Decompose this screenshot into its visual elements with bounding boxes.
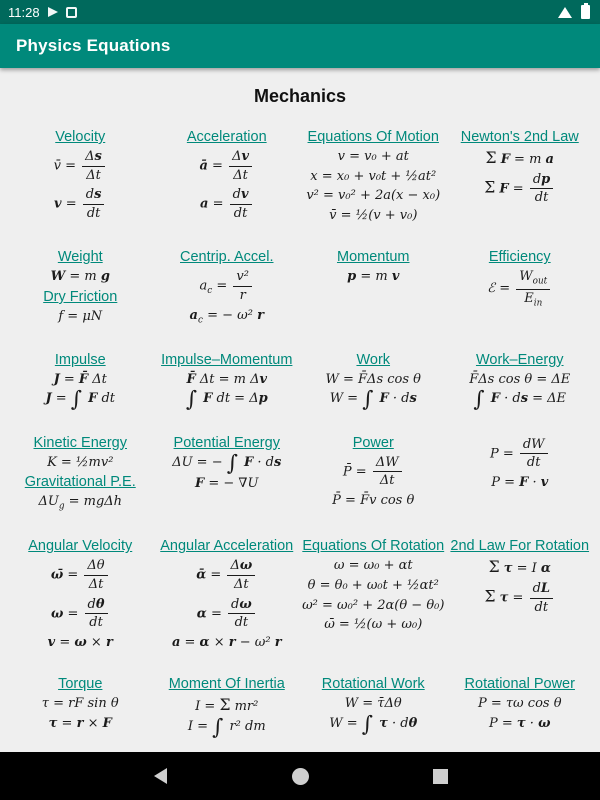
group-title[interactable]: Impulse–Momentum: [161, 351, 293, 368]
group-title[interactable]: Weight: [57, 249, 103, 266]
equation: τ = r × F: [48, 715, 112, 731]
group-title[interactable]: Newton's 2nd Law: [460, 129, 579, 145]
equation: F̄Δs cos θ = ΔE: [469, 371, 571, 387]
equation: ω̄ = ½(ω + ω₀): [324, 617, 423, 633]
equation: v̄ = $\frac{\Delta s}{\Delta t}$: [8, 149, 153, 183]
home-icon: [292, 768, 309, 785]
equation: P̄ = F̄v cos θ: [332, 492, 415, 508]
equation-cell: [155, 127, 300, 227]
equation: P = F · v: [491, 474, 549, 490]
wifi-icon: [558, 7, 572, 18]
equation-cell: [155, 247, 300, 329]
equation: $a_c$ = − ω² r: [189, 307, 264, 326]
app-bar: [0, 24, 600, 68]
home-button[interactable]: [280, 756, 320, 796]
equation: ω = $\frac{d\theta}{dt}$: [8, 597, 153, 631]
equation: ω̄ = $\frac{\Delta\theta}{\Delta t}$: [8, 558, 153, 592]
equation-cell: [155, 433, 300, 517]
recents-icon: [433, 769, 448, 784]
equation-cell: [301, 674, 446, 740]
equation: F = − ∇U: [195, 475, 259, 491]
section-heading: Mechanics: [253, 86, 347, 106]
equation-cell: [8, 350, 153, 413]
equation: v² = v₀² + 2a(x − x₀): [306, 188, 441, 204]
equation: W = ∫ τ · dθ: [329, 711, 418, 737]
equation: F̄ Δt = m Δv: [186, 371, 268, 387]
equation: a = $\frac{dv}{dt}$: [155, 187, 300, 221]
equation: α = $\frac{d\omega}{dt}$: [155, 597, 300, 631]
equation: P = τω cos θ: [477, 696, 562, 712]
group-title[interactable]: Rotational Work: [321, 676, 425, 693]
equation: v = ω × r: [47, 634, 113, 650]
equation-cell: [8, 127, 153, 227]
group-title[interactable]: Torque: [58, 676, 103, 693]
equation: x = x₀ + v₀t + ½at²: [310, 168, 437, 184]
group-title[interactable]: Moment Of Inertia: [168, 676, 285, 693]
group-title[interactable]: Angular Velocity: [28, 538, 133, 555]
equation: K = ½mv²: [47, 454, 114, 470]
equation: $\Delta U_g = mg\Delta h$: [38, 494, 123, 512]
notification-icon-2: [66, 7, 77, 18]
equation-cell: [301, 127, 446, 227]
equation: ᾱ = $\frac{\Delta\omega}{\Delta t}$: [155, 558, 300, 592]
equation: v = v₀ + at: [337, 149, 409, 164]
back-icon: [154, 768, 167, 784]
group-title[interactable]: Efficiency: [488, 249, 551, 266]
group-title[interactable]: Rotational Power: [464, 676, 575, 693]
equation-cell: [155, 674, 300, 740]
status-left: [8, 5, 77, 20]
equation-cell: [448, 536, 593, 654]
equation-cell: [448, 127, 593, 227]
status-bar: [0, 0, 600, 24]
group-title[interactable]: Equations Of Motion: [307, 129, 439, 145]
equation: $a_c$ = $\frac{\text{v²}}{r}$: [155, 269, 300, 303]
equation: ā = $\frac{\Delta v}{\Delta t}$: [155, 149, 300, 183]
notification-icon-1: [48, 7, 58, 17]
equation: J = F̄ Δt: [53, 371, 107, 387]
equation: W = ∫ F · ds: [329, 387, 417, 413]
equation-cell: [155, 350, 300, 413]
equation: Σ τ = $\frac{dL}{dt}$: [448, 581, 593, 615]
group-title[interactable]: Work–Energy: [475, 351, 564, 368]
group-title[interactable]: Kinetic Energy: [33, 434, 127, 451]
equation-cell: [8, 674, 153, 740]
equation: f = μN: [58, 308, 103, 324]
equation-cell: [301, 536, 446, 654]
equation: Σ F = m a: [485, 149, 554, 167]
equation: W = m g: [50, 269, 110, 285]
equation: τ = rF sin θ: [41, 696, 119, 712]
equation: a = α × r − ω² r: [171, 634, 282, 650]
equation: ∫ F dt = Δp: [185, 387, 268, 413]
equation-cell: [8, 536, 153, 654]
battery-icon: [581, 5, 590, 19]
app-title: Physics Equations: [16, 36, 171, 55]
equation-cell: [301, 350, 446, 413]
group-title[interactable]: Momentum: [336, 249, 410, 266]
equation: P̄ = $\frac{\Delta W}{\Delta t}$: [301, 455, 446, 489]
group-title[interactable]: Velocity: [55, 129, 106, 145]
equation-cell: [448, 674, 593, 740]
group-title[interactable]: Dry Friction: [43, 288, 118, 305]
equation-cell: [301, 247, 446, 329]
equation: P = $\frac{dW}{dt}$: [448, 437, 593, 471]
equation-cell: [448, 247, 593, 329]
group-title[interactable]: Impulse: [54, 351, 106, 368]
group-title[interactable]: Power: [352, 434, 394, 451]
equation-cell: [448, 350, 593, 413]
group-title[interactable]: Angular Acceleration: [160, 538, 294, 555]
equation: I = Σ mr²: [195, 696, 259, 715]
equation: ΔU = − ∫ F · ds: [172, 450, 282, 476]
back-button[interactable]: [140, 756, 180, 796]
equation: J = ∫ F dt: [45, 387, 116, 413]
equation: ∫ F · ds = ΔE: [473, 387, 567, 413]
equation-cell: [448, 433, 593, 517]
equation: v̄ = ½(v + v₀): [329, 207, 418, 223]
group-title[interactable]: Equations Of Rotation: [302, 538, 445, 555]
content-area[interactable]: [0, 68, 600, 752]
group-title[interactable]: Work: [356, 351, 391, 368]
group-title[interactable]: Potential Energy: [173, 434, 280, 451]
equation: W = τ̄Δθ: [344, 696, 402, 712]
equation-cell: [8, 247, 153, 329]
equation: W = F̄Δs cos θ: [325, 371, 421, 387]
clock: 11:28: [8, 4, 40, 20]
group-title[interactable]: 2nd Law For Rotation: [450, 538, 590, 555]
equation-cell: [301, 433, 446, 517]
equations-grid: [0, 127, 600, 740]
equation: Σ τ = I α: [488, 558, 551, 577]
android-nav-bar: [0, 752, 600, 800]
equation: P = τ · ω: [489, 715, 551, 731]
equation: v = $\frac{ds}{dt}$: [8, 187, 153, 221]
equation: ω = ω₀ + αt: [333, 558, 413, 574]
recents-button[interactable]: [420, 756, 460, 796]
equation: Σ F = $\frac{dp}{dt}$: [448, 172, 593, 206]
equation: ℰ = $\frac{W_{out}}{E_{in}}$: [448, 269, 593, 308]
group-title[interactable]: Centrip. Accel.: [180, 249, 274, 266]
equation-cell: [155, 536, 300, 654]
equation-cell: [8, 433, 153, 517]
group-title[interactable]: Acceleration: [186, 129, 267, 145]
group-title[interactable]: Gravitational P.E.: [24, 474, 136, 491]
status-right: [550, 5, 592, 19]
equation: ω² = ω₀² + 2α(θ − θ₀): [302, 597, 445, 613]
equation: I = ∫ r² dm: [187, 714, 266, 740]
equation: θ = θ₀ + ω₀t + ½αt²: [307, 577, 439, 593]
equation: p = m v: [347, 269, 400, 285]
